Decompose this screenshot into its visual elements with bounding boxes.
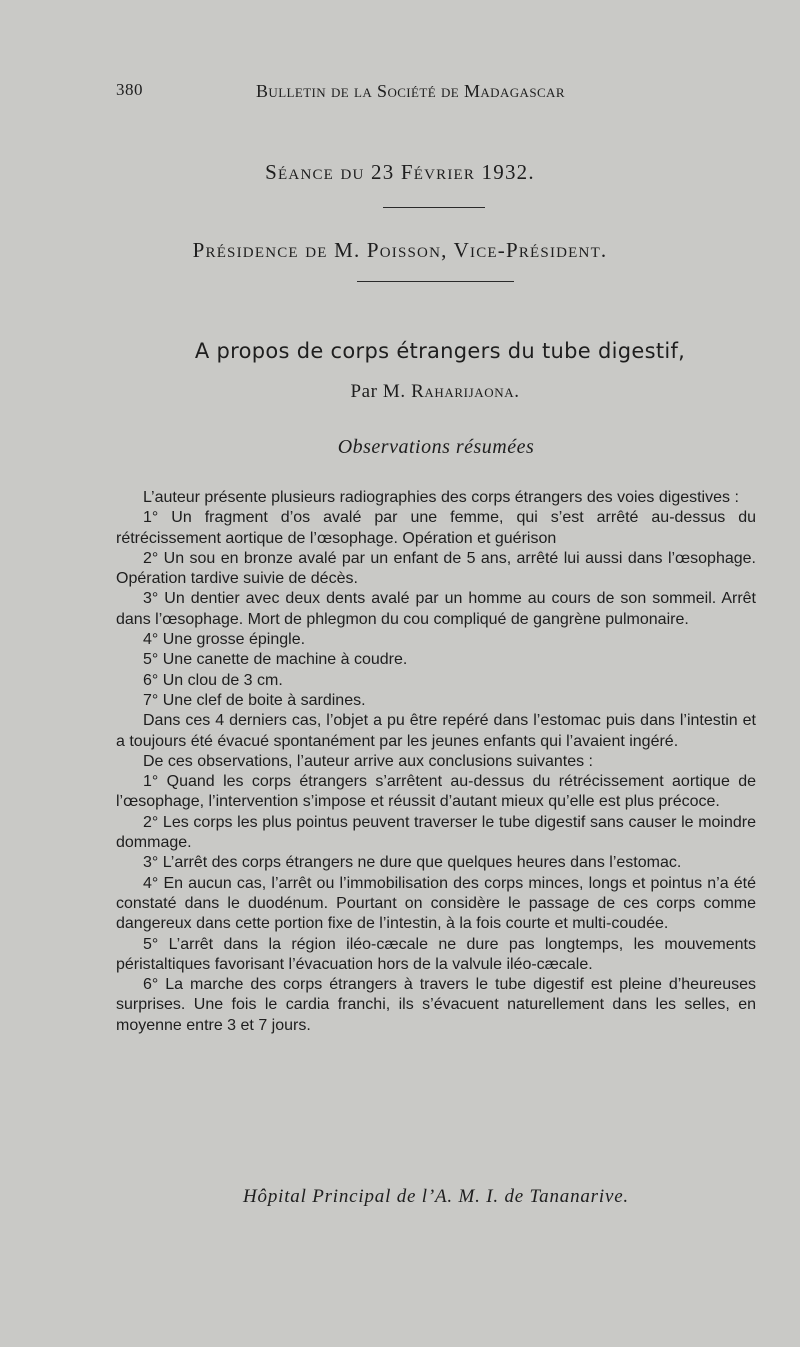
paragraph: 3° L’arrêt des corps étrangers ne dure que quelques heures dans l’estomac. [143,854,682,872]
paragraph: 6° La marche des corps étrangers à travers le tube digestif est pleine d’heureuses surprises. Une fois le cardia franchi, ils s’évacuent naturellement dans les selles, en moyenne entre 3 et 7 jours. [116,976,756,1034]
paragraph: 4° Une grosse épingle. [143,631,306,649]
paragraph: Dans ces 4 derniers cas, l’objet a pu être repéré dans l’estomac puis dans l’intestin et a toujours été évacué spontanément par les jeunes enfants qui l’avaient ingéré. [116,712,756,750]
article-author [0,381,800,403]
running-head: Bulletin de la Société de Madagascar [256,81,565,101]
author-name: Raharijaona. [411,381,520,402]
paragraph: 5° Une canette de machine à coudre. [143,651,408,669]
presidence-line: Présidence de M. Poisson, Vice-Président. [192,238,608,262]
paragraph: 3° Un dentier avec deux dents avalé par un homme au cours de son sommeil. Arrêt dans l’œsophage. Mort de phlegmon du cou compliqué de gangrène pulmonaire. [116,590,756,628]
paragraph: 2° Les corps les plus pointus peuvent traverser le tube digestif sans causer le moindre dommage. [116,813,756,852]
signature-line: Hôpital Principal de l’A. M. I. de Tananarive. [243,1186,629,1207]
paragraph: 1° Un fragment d’os avalé par une femme, qui s’est arrêté au-dessus du rétrécissement aortique de l’œsophage. Opération et guérison [116,509,756,547]
paragraph: L’auteur présente plusieurs radiographies des corps étrangers des voies digestives : [143,489,739,506]
page-number: 380 [116,80,143,99]
paragraph: 7° Une clef de boite à sardines. [143,691,366,709]
paragraph: De ces observations, l’auteur arrive aux conclusions suivantes : [143,752,593,770]
article-body [116,488,756,1036]
author-prefix: Par M. [350,381,406,402]
divider-rule [357,281,514,282]
paragraph: 1° Quand les corps étrangers s’arrêtent au-dessus du rétrécissement aortique de l’œsophage, l’intervention s’impose et réussit d’autant mieux qu’elle est plus précoce. [116,773,756,811]
article-subtitle: Observations résumées [337,436,535,458]
paragraph: 5° L’arrêt dans la région iléo-cæcale ne dure pas longtemps, les mouvements péristaltiques favorisant l’évacuation hors de la valvule iléo-cæcale. [116,935,756,973]
article-title: A propos de corps étrangers du tube digestif, [194,339,686,363]
session-title: Séance du 23 Février 1932. [265,160,535,184]
paragraph: 4° En aucun cas, l’arrêt ou l’immobilisation des corps minces, longs et pointus n’a été constaté dans le duodénum. Pourtant on considère le passage de ces corps comme dangereux dans cette portion fixe de l’intestin, à la fois courte et multi-coudée. [116,874,756,933]
paragraph: 6° Un clou de 3 cm. [143,671,283,689]
paragraph: 2° Un sou en bronze avalé par un enfant de 5 ans, arrêté lui aussi dans l’œsophage. Opération tardive suivie de décès. [116,549,756,588]
divider-rule [383,207,485,208]
